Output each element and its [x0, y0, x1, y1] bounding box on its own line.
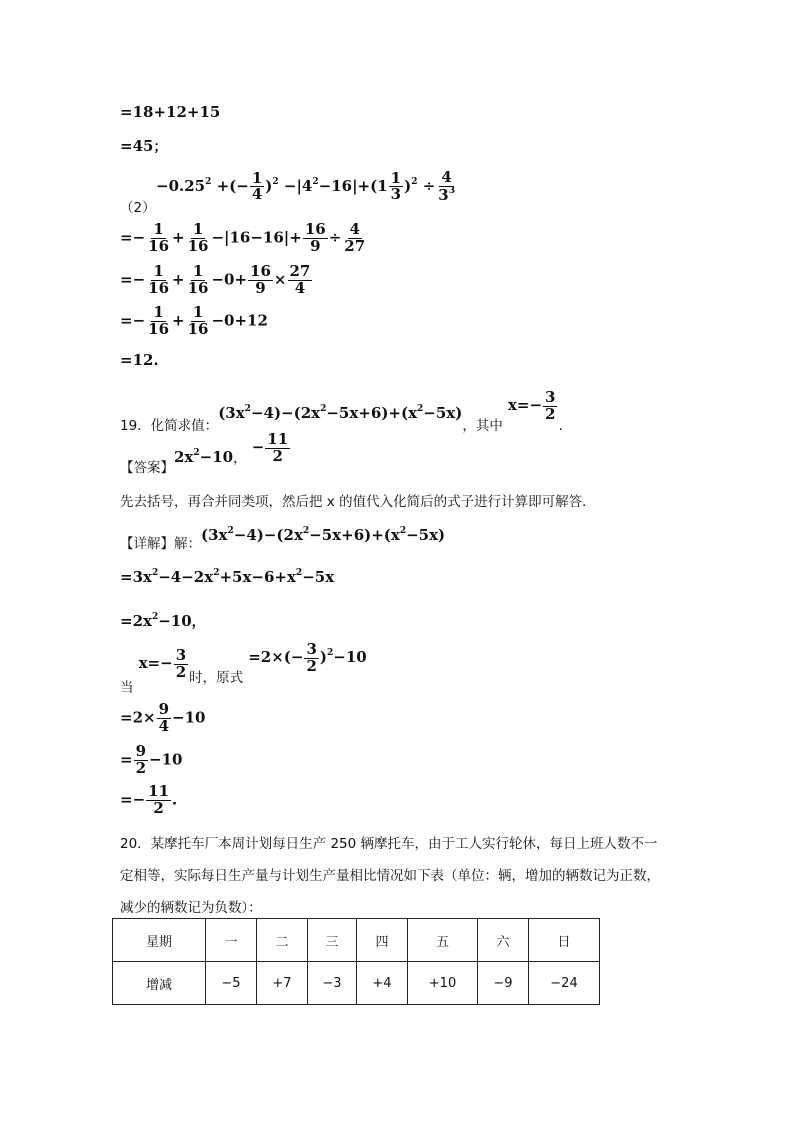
q20-table: [112, 918, 600, 1005]
q19-detail-step7: =− $\frac{11}{2}$ .: [120, 782, 178, 817]
table-cell: −3: [308, 962, 357, 1005]
q19-hint: 先去括号，再合并同类项，然后把 x 的值代入化简后的式子进行计算即可解答．: [120, 494, 596, 510]
q19-detail-step6: = $\frac{9}{2}$ −10: [120, 742, 183, 777]
table-cell: 四: [357, 919, 408, 962]
table-cell: 三: [308, 919, 357, 962]
table-cell: 日: [529, 919, 600, 962]
q18-part2-expression: $-0.25^2$ +(− $\frac{1}{4}$ )$^2 -|4^2-16|+(1$ $\frac{1}{3}$ )$^2$ ÷ $\frac{4}{3^3}$: [156, 168, 455, 204]
q20-line2: 定相等，实际每日生产量与计划生产量相比情况如下表（单位：辆，增加的辆数记为正数，: [120, 868, 660, 884]
q18-step2: =− $\frac{1}{16}$ + $\frac{1}{16}$ −0+ $\frac{16}{9}$ × $\frac{27}{4}$: [120, 262, 311, 297]
q20-line3: 减少的辆数记为负数）：: [120, 900, 262, 916]
table-cell: −5: [206, 962, 257, 1005]
table-cell: 一: [206, 919, 257, 962]
table-cell: −24: [529, 962, 600, 1005]
table-cell: 五: [408, 919, 478, 962]
q19-substitution: $_当$ x=− $\frac{3}{2}$ $_{时,原式}$ =2×(− $\frac{3}{2}$ )$^2$−10: [120, 640, 367, 697]
table-cell: +7: [257, 962, 308, 1005]
table-row: [113, 919, 600, 962]
q18-part2-label: （2）: [120, 200, 156, 216]
table-cell: 增减: [113, 962, 206, 1005]
q18-step3: =− $\frac{1}{16}$ + $\frac{1}{16}$ −0+12: [120, 303, 268, 338]
q19-detail-step5: =2× $\frac{9}{4}$ −10: [120, 700, 206, 735]
table-cell: 二: [257, 919, 308, 962]
q20-line1: 20．某摩托车厂本周计划每日生产 250 辆摩托车，由于工人实行轮休，每日上班人数不一: [120, 836, 658, 852]
table-cell: −9: [478, 962, 529, 1005]
q19-detail-step3: $=2x^2-10$，: [120, 612, 206, 630]
q18-step1: =− $\frac{1}{16}$ + $\frac{1}{16}$ −|16−16|+ $\frac{16}{9}$ ÷ $\frac{4}{27}$: [120, 220, 366, 255]
q19-detail: $_{【详解】解:}(3x^2-4)-(2x^2-5x+6)+(x^2-5x)$: [120, 526, 446, 552]
q19-question: $_{19.化简求值:}(3x^2-4)-(2x^2-5x+6)+(x^2-5x)_{,其中}$ x=− $\frac{3}{2}$ $_.$: [120, 388, 563, 435]
table-row: [113, 962, 600, 1005]
table-cell: 星期: [113, 919, 206, 962]
q19-detail-step2: $=3x^2-4-2x^2+5x-6+x^2-5x$: [120, 568, 335, 586]
q18-line1: =18+12+15: [120, 103, 221, 121]
q18-line2: =45；: [120, 137, 167, 155]
table-cell: +4: [357, 962, 408, 1005]
table-cell: +10: [408, 962, 478, 1005]
table-cell: 六: [478, 919, 529, 962]
q19-answer: $_{【答案】}2x^2-10$， − $\frac{11}{2}$: [120, 430, 289, 477]
q18-result: =12.: [120, 351, 159, 369]
